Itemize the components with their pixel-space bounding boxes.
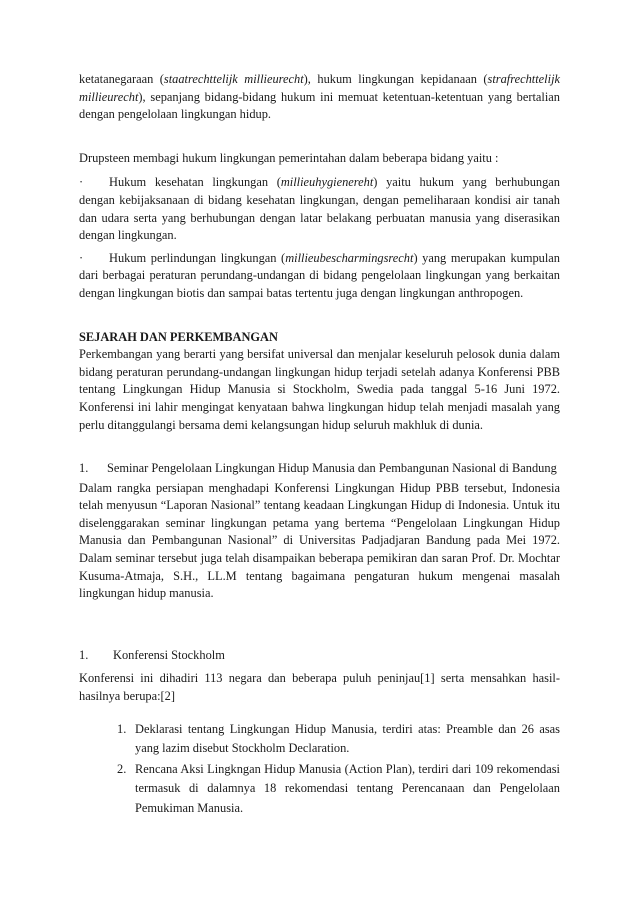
item-1-body: Dalam rangka persiapan menghadapi Konferensi Lingkungan Hidup PBB tersebut, Indonesia telah menyusun “Laporan Nasional” tentang keadaan Lingkungan Hidup di Indonesia. Untuk itu diselenggarakan seminar lingkungan petama yang bertema “Pengelolaan Lingkungan Hidup Manusia dan Pembangunan Nasional” di Universitas Padjadjaran Bandung pada Mei 1972. Dalam seminar tersebut juga telah disampaikan beberapa pemikiran dan saran Prof. Dr. Mochtar Kusuma-Atmaja, S.H., LL.M tentang bagaimana pengaturan hukum mengenai masalah lingkungan hidup manusia. (79, 480, 560, 601)
intro-text-1: ketatanegaraan ( (79, 72, 164, 86)
section-heading: SEJARAH DAN PERKEMBANGAN (79, 329, 278, 344)
bullet-2-text-1: Hukum perlindungan lingkungan ( (109, 250, 286, 265)
intro-italic-1: staatrechttelijk millieurecht (163, 72, 304, 86)
bullet-1-text-2: ) yaitu hukum yang berhubungan dengan kebijaksanaan di bidang kesehatan lingkungan, dengan pemeliharaan kondisi air tanah dan udara serta yang berhubungan dengan latar belakang perbuatan manusia yang diserasikan dengan lingkungan. (79, 175, 560, 243)
item-2-body: Konferensi ini dihadiri 113 negara dan beberapa puluh peninjau[1] serta mensahkan hasil-hasilnya berupa:[2] (79, 671, 560, 704)
item-2-title: Konferensi Stockholm (113, 647, 225, 662)
item-2-heading (79, 647, 560, 665)
list-item-number: 2. (117, 761, 127, 776)
item-1-number: 1. (79, 461, 89, 476)
item-1-title: Seminar Pengelolaan Lingkungan Hidup Manusia dan Pembangunan Nasional di Bandung (107, 461, 557, 476)
bullet-1-italic: millieuhygienereht (280, 175, 374, 190)
item-1-heading (79, 460, 560, 478)
intro-paragraph (79, 71, 560, 124)
bullet-2-italic: millieubescharmingsrecht (285, 250, 414, 265)
bullet-1-text-1: Hukum kesehatan lingkungan ( (109, 175, 281, 190)
list-item-number: 1. (117, 721, 127, 736)
drupsteen-paragraph: Drupsteen membagi hukum lingkungan pemerintahan dalam beberapa bidang yaitu : (79, 150, 499, 165)
list-item-text: Deklarasi tentang Lingkungan Hidup Manusia, terdiri atas: Preamble dan 26 asas yang lazim disebut Stockholm Declaration. (135, 721, 560, 756)
bullet-symbol: · (79, 250, 84, 265)
declaration-list (79, 720, 560, 819)
bullet-2-text-2: ) yang merupakan kumpulan dari berbagai peraturan perundang-undangan di bidang pengelolaan lingkungan yang berkaitan dengan lingkungan biotis dan sampai batas tertentu juga dengan lingkungan anthropogen. (79, 250, 560, 300)
item-2-number: 1. (79, 647, 89, 662)
intro-text-3: ), sepanjang bidang-bidang hukum ini memuat ketentuan-ketentuan yang bertalian dengan pengelolaan lingkungan hidup. (79, 89, 560, 122)
intro-text-2: ), hukum lingkungan kepidanaan ( (303, 72, 488, 86)
bullet-symbol: · (79, 175, 84, 190)
sejarah-paragraph: Perkembangan yang berarti yang bersifat universal dan menjalar keseluruh pelosok dunia dalam bidang peraturan perundang-undangan lingkungan hidup terjadi setelah adanya Konferensi PBB tentang Lingkungan Hidup Manusia si Stockholm, Swedia pada tanggal 5-16 Juni 1972. Konferensi ini lahir mengingat kenyataan bahwa lingkungan hidup telah menjadi masalah yang perlu ditanggulangi bersama demi kelangsungan hidup seluruh makhluk di dunia. (79, 347, 560, 432)
list-item (117, 760, 560, 819)
bullet-item-2 (79, 250, 560, 303)
bullet-item-1 (79, 174, 560, 244)
intro-italic-2: strafrechttelijk millieurecht (79, 72, 561, 104)
list-item (117, 720, 560, 759)
list-item-text: Rencana Aksi Lingkngan Hidup Manusia (Action Plan), terdiri dari 109 rekomendasi termasuk di dalamnya 18 rekomendasi tentang Perencanaan dan Pengelolaan Pemukiman Manusia. (135, 761, 560, 815)
